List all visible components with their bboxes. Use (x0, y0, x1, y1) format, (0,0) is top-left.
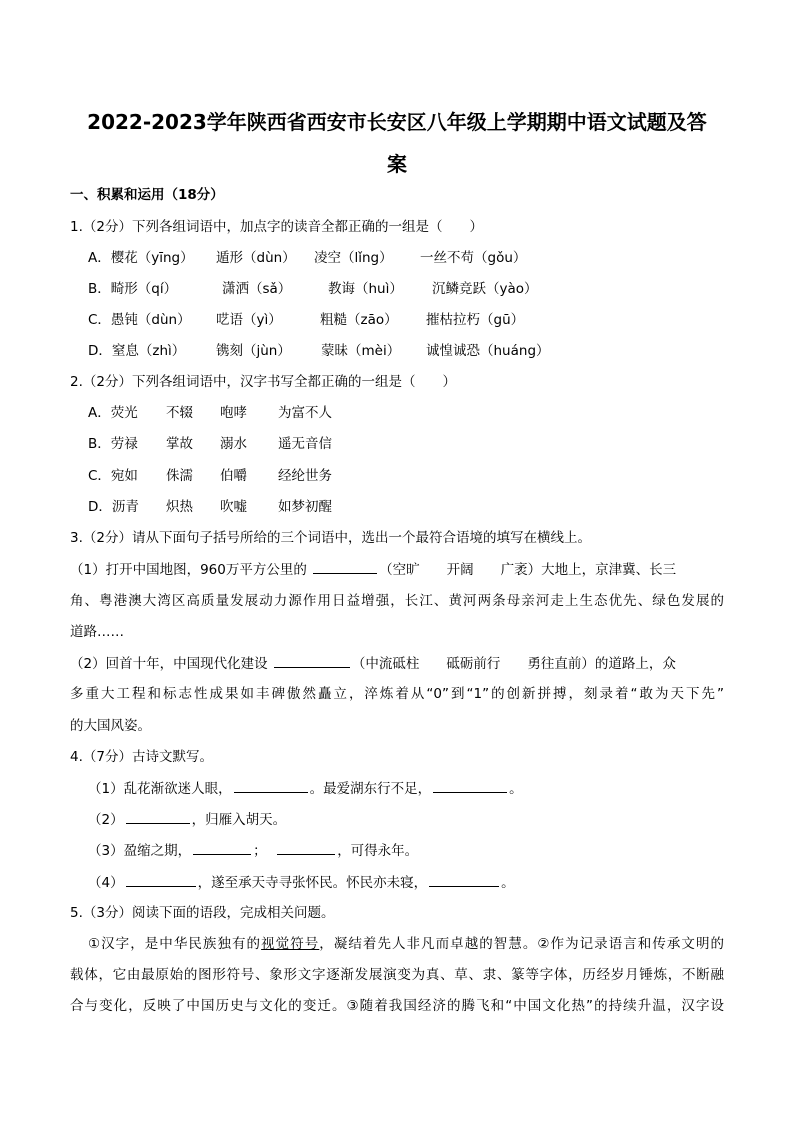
q3-p1-text-a: （1）打开中国地图，960万平方公里的 (70, 562, 307, 578)
q4-s3-c: ，可得永年。 (337, 843, 419, 859)
q3-p2-text-a: （2）回首十年，中国现代化建设 (70, 656, 268, 672)
q2-d-3: 吹嘘 (220, 499, 247, 515)
q4-s4-b: ，遂至承天寺寻张怀民。怀民亦未寝， (197, 875, 428, 891)
section-heading (70, 185, 224, 205)
q1-d-2: 镌刻（jùn） (216, 343, 291, 359)
q2-b-2: 掌故 (166, 436, 193, 452)
q2-b-3: 溺水 (220, 436, 247, 452)
q1-c-2: 呓语（yì） (216, 312, 282, 328)
q2-c-4: 经纶世务 (278, 468, 332, 484)
q1-c-1: C．愚钝（dùn） (88, 312, 191, 328)
q5-passage-line3: 合与变化，反映了中国历史与文化的变迁。③随着我国经济的腾飞和“中国文化热”的持续升温，汉字设 (70, 998, 724, 1014)
q4-sentence-4 (88, 872, 515, 892)
q4-s1-blank-1[interactable] (234, 778, 308, 793)
q5-passage-line1 (88, 934, 724, 954)
q1-d-3: 蒙昧（mèi） (321, 343, 401, 359)
q5-passage-line2: 载体，它由最原始的图形符号、象形文字逐渐发展演变为真、草、隶、篆等字体，历经岁月锤炼，不断融 (70, 967, 724, 983)
q1-c-4: 摧枯拉朽（gū） (426, 312, 525, 328)
q5-l1-a: ①汉字，是中华民族独有的 (88, 936, 262, 952)
q1-b-4: 沉鳞竞跃（yào） (432, 281, 538, 297)
q4-s1-b: 。最爱湖东行不足， (309, 781, 432, 797)
q2-option-b (88, 434, 488, 454)
q4-s2-a: （2） (88, 812, 124, 828)
q2-a-1: A．荧光 (88, 405, 138, 421)
q4-sentence-3 (88, 840, 418, 860)
q2-c-1: C．宛如 (88, 468, 138, 484)
q2-option-d (88, 497, 488, 517)
q2-a-2: 不辍 (166, 405, 193, 421)
q2-a-4: 为富不人 (278, 405, 332, 421)
question-1-stem: 1.（2分）下列各组词语中，加点字的读音全都正确的一组是（ ） (70, 219, 483, 235)
document-title-line1: 2022-2023学年陕西省西安市长安区八年级上学期期中语文试题及答 (87, 110, 707, 134)
q3-part1-line3: 道路…… (70, 624, 124, 640)
q1-option-b (88, 279, 728, 299)
q3-part1-line2: 角、粤港澳大湾区高质量发展动力源作用日益增强，长江、黄河两条母亲河走上生态优先、绿色发展的 (70, 593, 724, 609)
q4-s4-blank-2[interactable] (429, 872, 499, 887)
q3-p2-answer-blank[interactable] (274, 653, 350, 668)
q1-a-1: A．樱花（yīng） (88, 250, 194, 266)
q1-b-2: 潇洒（sǎ） (222, 281, 292, 297)
q3-part2-line1 (70, 653, 676, 673)
q2-d-4: 如梦初醒 (278, 499, 332, 515)
q1-b-1: B．畸形（qí） (88, 281, 178, 297)
q4-s4-a: （4） (88, 875, 124, 891)
q4-s3-blank-2[interactable] (277, 840, 335, 855)
q4-s3-b: ； (253, 843, 267, 859)
q5-l1-b: ，凝结着先人非凡而卓越的智慧。②作为记录语言和传承文明的 (319, 936, 725, 952)
q1-option-a (88, 248, 728, 268)
q5-underlined-phrase: 视觉符号 (261, 936, 320, 952)
q1-c-3: 粗糙（zāo） (320, 312, 398, 328)
q4-sentence-1 (88, 778, 523, 798)
question-2-stem: 2.（2分）下列各组词语中，汉字书写全都正确的一组是（ ） (70, 374, 456, 390)
q2-a-3: 咆哮 (220, 405, 247, 421)
q3-part2-line2: 多重大工程和标志性成果如丰碑傲然矗立，淬炼着从“0”到“1”的创新拼搏，刻录着“敢为天下先” (70, 686, 724, 702)
q3-p1-text-b: （空旷 开阔 广袤）大地上，京津冀、长三 (379, 562, 677, 578)
q4-s4-blank-1[interactable] (126, 872, 196, 887)
q4-s3-blank-1[interactable] (193, 840, 251, 855)
q4-s4-c: 。 (501, 875, 515, 891)
q3-part2-line3: 的大国风姿。 (70, 718, 151, 734)
document-title-line2: 案 (387, 152, 407, 176)
q4-sentence-2 (88, 809, 286, 829)
q2-d-1: D．沥青 (88, 499, 139, 515)
q4-s1-a: （1）乱花渐欲迷人眼， (88, 781, 232, 797)
question-5-stem: 5.（3分）阅读下面的语段，完成相关问题。 (70, 905, 335, 921)
q2-option-a (88, 403, 488, 423)
q1-option-c (88, 310, 728, 330)
q3-p1-answer-blank[interactable] (313, 559, 377, 574)
q2-option-c (88, 466, 488, 486)
q4-s1-c: 。 (509, 781, 523, 797)
q2-c-2: 侏濡 (166, 468, 193, 484)
q1-b-3: 教诲（huì） (328, 281, 403, 297)
q4-s2-b: ，归雁入胡天。 (191, 812, 287, 828)
question-3-stem: 3.（2分）请从下面句子括号所给的三个词语中，选出一个最符合语境的填写在横线上。 (70, 530, 591, 546)
q4-s1-blank-2[interactable] (433, 778, 507, 793)
q1-d-4: 诚惶诚恐（huáng） (426, 343, 550, 359)
q2-b-1: B．劳禄 (88, 436, 138, 452)
q3-p2-text-b: （中流砥柱 砥砺前行 勇往直前）的道路上，众 (351, 656, 676, 672)
section-heading-text: 一、积累和运用（18分） (70, 187, 224, 203)
q2-d-2: 炽热 (166, 499, 193, 515)
q4-s3-a: （3）盈缩之期， (88, 843, 192, 859)
question-4-stem: 4.（7分）古诗文默写。 (70, 749, 213, 765)
q3-part1-line1 (70, 559, 676, 579)
q1-a-3: 凌空（lǐng） (314, 250, 393, 266)
q4-s2-blank[interactable] (126, 809, 190, 824)
q1-a-4: 一丝不苟（gǒu） (420, 250, 527, 266)
q2-b-4: 遥无音信 (278, 436, 332, 452)
q1-d-1: D．窒息（zhì） (88, 343, 186, 359)
q1-a-2: 遁形（dùn） (216, 250, 296, 266)
q2-c-3: 伯嚼 (220, 468, 247, 484)
q1-option-d (88, 341, 728, 361)
